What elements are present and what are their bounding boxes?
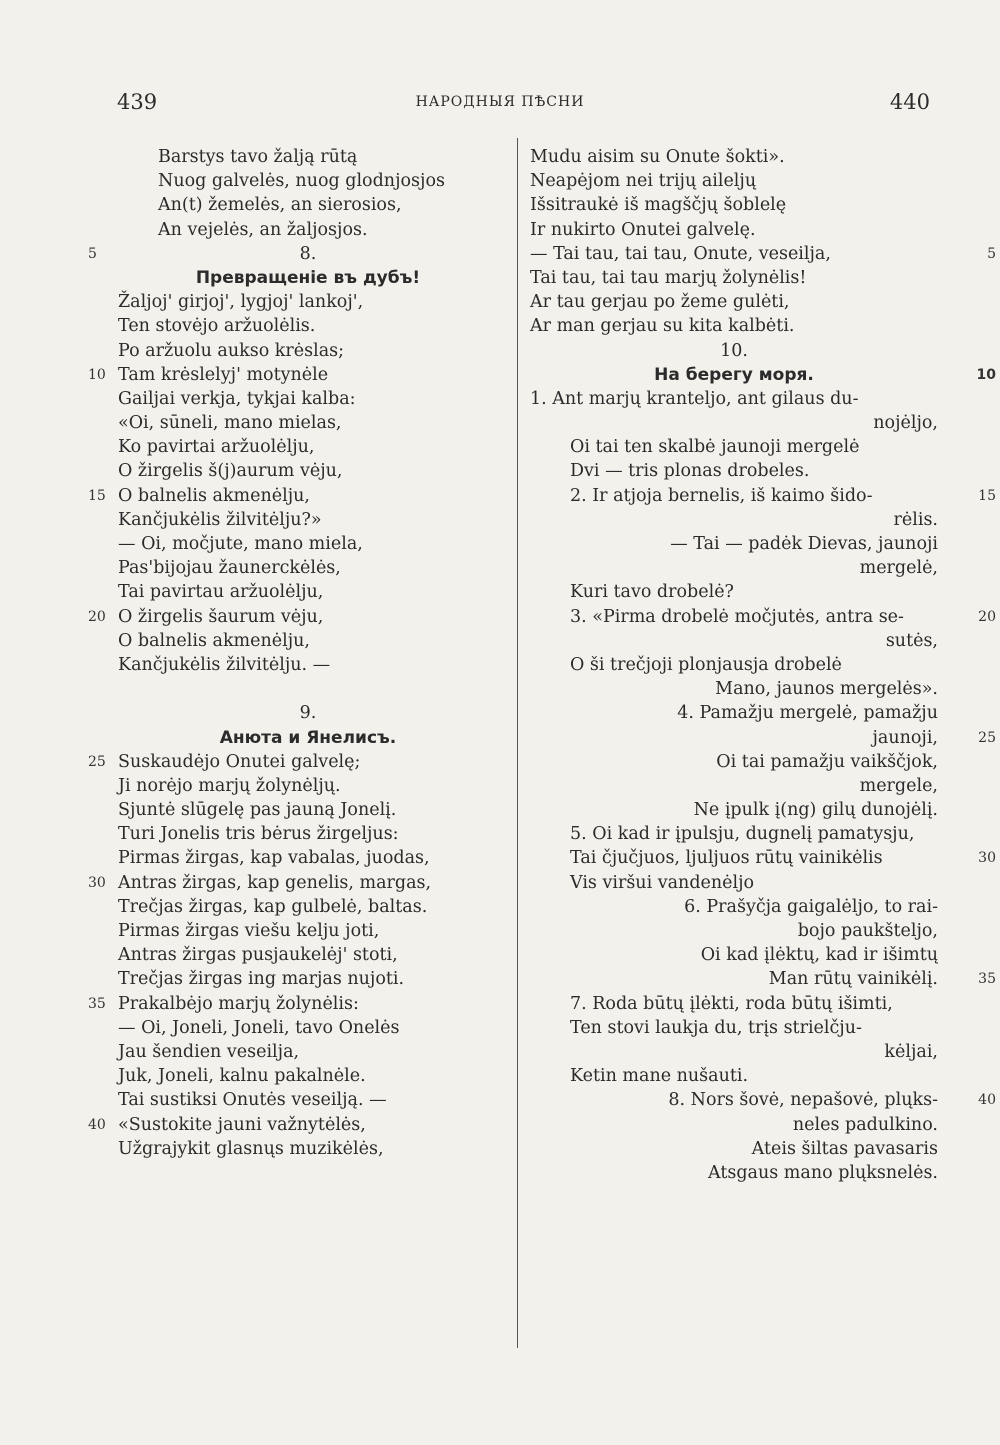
text-line (88, 484, 498, 508)
text-line (118, 556, 498, 580)
line-text: Prakalbėjo marjų žolynėlis: (118, 993, 359, 1014)
line-text: Oi kad įlėktų, kad ir išimtų (700, 945, 938, 966)
text-line (530, 169, 938, 193)
text-line (530, 629, 938, 653)
page-number-left: 439 (117, 90, 158, 114)
line-number: 40 (88, 1116, 106, 1133)
line-text: O žirgelis š(j)aurum vėju, (118, 461, 343, 482)
line-number: 25 (88, 753, 106, 770)
line-text: An(t) žemelės, an sierosios, (158, 195, 402, 216)
line-text: An vejelės, an žaljosjos. (158, 219, 368, 240)
text-line (530, 895, 938, 919)
text-line (118, 314, 498, 338)
line-text: neles padulkino. (792, 1114, 938, 1135)
line-text: «Sustokite jauni važnytėlės, (118, 1114, 366, 1135)
line-text: Pas'bijojau žaunerckėlės, (118, 558, 341, 579)
text-line (530, 798, 938, 822)
text-line (530, 193, 938, 217)
line-text: Tai čjučjuos, ljuljuos rūtų vainikėlis (570, 848, 883, 869)
line-text: 8. (299, 243, 317, 264)
text-line (118, 193, 498, 217)
line-text: Ne įpulk į(ng) gilų dunojėlį. (693, 800, 938, 821)
column-divider (517, 138, 518, 1348)
text-line (118, 919, 498, 943)
right-column (530, 145, 996, 1185)
line-text: Turi Jonelis tris bėrus žirgeljus: (118, 824, 399, 845)
text-line (530, 919, 938, 943)
line-text: На берегу моря. (654, 364, 814, 385)
text-line (88, 750, 498, 774)
line-text: Antras žirgas, kap genelis, margas, (118, 872, 432, 893)
line-text: Ar man gerjau su kita kalbėti. (530, 316, 795, 337)
line-text: bojo paukštelјo, (797, 921, 938, 941)
line-text: O žirgelis šaurum vėju, (118, 606, 324, 627)
line-text: Pirmas žirgas, kap vabalas, juodas, (118, 848, 430, 869)
left-column (88, 145, 498, 1161)
line-text: Sjuntė slūgelę pas jauną Jonelį. (118, 800, 397, 821)
text-line (530, 484, 996, 508)
line-text: O ši trečjoji plonjausja drobelė (570, 654, 842, 675)
line-text: Kuri tavo drobelė? (570, 582, 734, 603)
text-line (530, 943, 938, 967)
text-line (118, 580, 498, 604)
text-line (118, 169, 498, 193)
line-text: mergelė, (859, 558, 938, 579)
text-line (118, 895, 498, 919)
line-text: 5. Oi kad ir įpulsju, dugnelį pamatysju, (570, 824, 915, 845)
line-text: Oi tai pamažju vaikščjok, (716, 751, 938, 772)
text-line (118, 774, 498, 798)
line-text: nojėljo, (873, 413, 938, 434)
text-line (118, 798, 498, 822)
line-text: Jau šendien veseilja, (118, 1041, 300, 1062)
text-line (88, 1113, 498, 1137)
text-line (118, 1137, 498, 1161)
text-line (530, 266, 938, 290)
text-line (530, 145, 938, 169)
text-line (530, 459, 938, 483)
text-line (88, 871, 498, 895)
text-line (118, 653, 498, 677)
line-text: O balnelis akmenėlju, (118, 630, 310, 651)
line-number: 25 (978, 729, 996, 746)
text-line (530, 1016, 938, 1040)
line-text: 4. Pamažju mergelė, pamažju (677, 703, 938, 724)
text-line (118, 508, 498, 532)
line-text: Kančjukėlis žilvitėlju?» (118, 509, 322, 530)
line-number: 15 (88, 487, 106, 504)
text-line (118, 1016, 498, 1040)
line-number: 5 (987, 245, 996, 262)
line-number: 35 (978, 971, 996, 988)
line-number: 20 (978, 608, 996, 625)
text-line (530, 992, 938, 1016)
text-line (118, 822, 498, 846)
text-line (118, 1064, 498, 1088)
line-text: Antras žirgas pusjaukelėj' stoti, (118, 945, 398, 966)
line-number: 15 (978, 487, 996, 504)
text-line (118, 532, 498, 556)
line-text: 7. Roda būtų įlėkti, roda būtų išimti, (570, 993, 893, 1014)
line-text: Ji norėjo marjų žolynėljų. (118, 775, 341, 796)
text-line (530, 1137, 938, 1161)
text-line (530, 750, 938, 774)
text-line (530, 1064, 938, 1088)
text-line (118, 629, 498, 653)
text-line (530, 967, 996, 991)
text-line (118, 846, 498, 870)
text-line (530, 532, 938, 556)
line-text: Tai sustiksi Onutės veseilją. — (118, 1090, 387, 1111)
line-text: Išsitraukė iš magščjų šoblelę (530, 195, 787, 216)
line-text: Tai tau, tai tau marjų žolynėlis! (530, 267, 807, 288)
running-title: НАРОДНЫЯ ПѢСНИ (415, 94, 585, 110)
line-text: Oi tai ten skalbė jaunoji mergelė (570, 437, 860, 458)
line-text: Анюта и Янелисъ. (219, 727, 397, 748)
text-line (118, 701, 498, 725)
line-text: — Tai tau, tai tau, Onute, veseilja, (530, 243, 831, 264)
line-text: Nuog galvelės, nuog glodnjosjos (158, 171, 445, 192)
line-text: Po aržuolu aukso krėslas; (118, 340, 345, 361)
line-text: Kančjukėlis žilvitėlju. — (118, 654, 331, 675)
line-text: sutės, (885, 630, 938, 651)
line-text: rėlis. (893, 509, 938, 530)
text-line (530, 580, 938, 604)
line-number: 30 (88, 874, 106, 891)
line-text: Ir nukirto Onutei galvelę. (530, 219, 756, 240)
text-line (530, 435, 938, 459)
text-line (530, 339, 938, 363)
line-text: Suskaudėjo Onutei galvelę; (118, 751, 361, 772)
line-text: Neapėjom nei trijų ailelјų (530, 171, 757, 192)
text-line (530, 508, 938, 532)
line-text: Ketin mane nušauti. (570, 1066, 749, 1087)
text-line (530, 1040, 938, 1064)
text-line (118, 1088, 498, 1112)
line-text: 6. Prašyčja gaigalėljo, to rai- (684, 896, 938, 917)
line-text: Užgrajykit glasnųs muzikėlės, (118, 1138, 384, 1159)
line-text: Ar tau gerjau po žeme gulėti, (530, 292, 790, 313)
text-line (530, 1161, 938, 1185)
text-line (118, 411, 498, 435)
line-text: Ateis šiltas pavasaris (751, 1138, 938, 1159)
text-line (530, 411, 938, 435)
line-text: 3. «Pirma drobelė močjutės, antra se- (570, 606, 904, 627)
line-text: Atsgaus mano plųksnelės. (708, 1162, 938, 1183)
text-line (530, 871, 938, 895)
line-number: 10 (976, 366, 996, 383)
line-text: Vis viršui vandenėljo (570, 872, 755, 893)
line-text: jaunoji, (872, 727, 938, 748)
text-line (88, 242, 498, 266)
line-text: — Oi, Joneli, Joneli, tavo Onelės (118, 1017, 400, 1038)
text-line (530, 726, 996, 750)
text-line (530, 556, 938, 580)
line-text: Trečjas žirgas ing marjas nujoti. (118, 969, 405, 990)
text-line (530, 653, 938, 677)
line-number: 10 (88, 366, 106, 383)
line-text: Trečjas žirgas, kap gulbelė, baltas. (118, 896, 428, 917)
line-text: Превращеніе въ дубъ! (195, 267, 421, 288)
line-number: 5 (88, 245, 97, 262)
line-text: Barstys tavo žalją rūtą (158, 147, 358, 167)
text-line (88, 992, 498, 1016)
text-line (118, 145, 498, 169)
text-line (530, 701, 938, 725)
line-text: 2. Ir atjoja bernelis, iš kaimo šido- (570, 485, 873, 506)
text-line (118, 339, 498, 363)
page-number-right: 440 (889, 90, 930, 114)
line-text: Juk, Joneli, kalnu pakalnėle. (118, 1066, 366, 1087)
line-text: «Oi, sūneli, mano mielas, (118, 413, 342, 434)
text-line (118, 387, 498, 411)
text-line (530, 387, 938, 411)
line-number: 35 (88, 995, 106, 1012)
text-line (530, 314, 938, 338)
text-line (530, 242, 996, 266)
text-line (530, 1088, 996, 1112)
text-line (88, 605, 498, 629)
line-text: 1. Ant marjų krantelјo, ant gilaus du- (530, 388, 859, 409)
text-line (118, 677, 498, 701)
line-text: Dvi — tris plonas drobeles. (570, 461, 810, 482)
line-text: Mano, jaunos mergelės». (715, 679, 938, 700)
song-title (530, 363, 996, 387)
line-text: Tai pavirtau aržuolėlju, (118, 582, 324, 603)
song-title (118, 726, 498, 750)
line-number: 30 (978, 850, 996, 867)
page-header (0, 90, 1000, 120)
text-line (530, 774, 938, 798)
text-line (118, 967, 498, 991)
line-text: Tam krėslelyj' motynėle (118, 364, 329, 385)
text-line (118, 943, 498, 967)
line-text: — Tai — padėk Dievas, jaunoji (670, 534, 938, 554)
text-line (118, 1040, 498, 1064)
text-line (118, 435, 498, 459)
text-line (530, 290, 938, 314)
text-line (530, 846, 996, 870)
text-line (530, 822, 938, 846)
line-text: Ten stovėjo aržuolėlis. (118, 316, 316, 337)
text-line (530, 1113, 938, 1137)
line-text: Ko pavirtai aržuolėlju, (118, 437, 315, 458)
line-text: mergele, (859, 775, 938, 796)
line-text: 8. Nors šovė, nepašovė, plųks- (668, 1090, 938, 1111)
text-line (530, 218, 938, 242)
song-title (118, 266, 498, 290)
text-line (118, 218, 498, 242)
line-text: Mudu aisim su Onute šokti». (530, 147, 785, 167)
line-text: Man rūtų vainikėlį. (768, 969, 938, 990)
line-text: Pirmas žirgas viešu kelju joti, (118, 921, 380, 941)
line-text: Žaljoj' girjoj', lygjoj' lankoj', (118, 292, 364, 313)
line-number: 20 (88, 608, 106, 625)
text-line (530, 605, 996, 629)
line-text: 10. (720, 340, 748, 361)
line-text: Gailjai verkja, tykjai kalba: (118, 388, 356, 409)
line-text: Ten stovi laukja du, trįs strielčju- (570, 1017, 862, 1038)
line-text: kėljai, (884, 1041, 938, 1062)
text-line (88, 363, 498, 387)
text-line (530, 677, 938, 701)
line-number: 40 (978, 1092, 996, 1109)
line-text: 9. (299, 703, 317, 724)
line-text: — Oi, močjute, mano miela, (118, 534, 363, 554)
text-line (118, 290, 498, 314)
line-text: O balnelis akmenėlju, (118, 485, 310, 506)
text-line (118, 459, 498, 483)
